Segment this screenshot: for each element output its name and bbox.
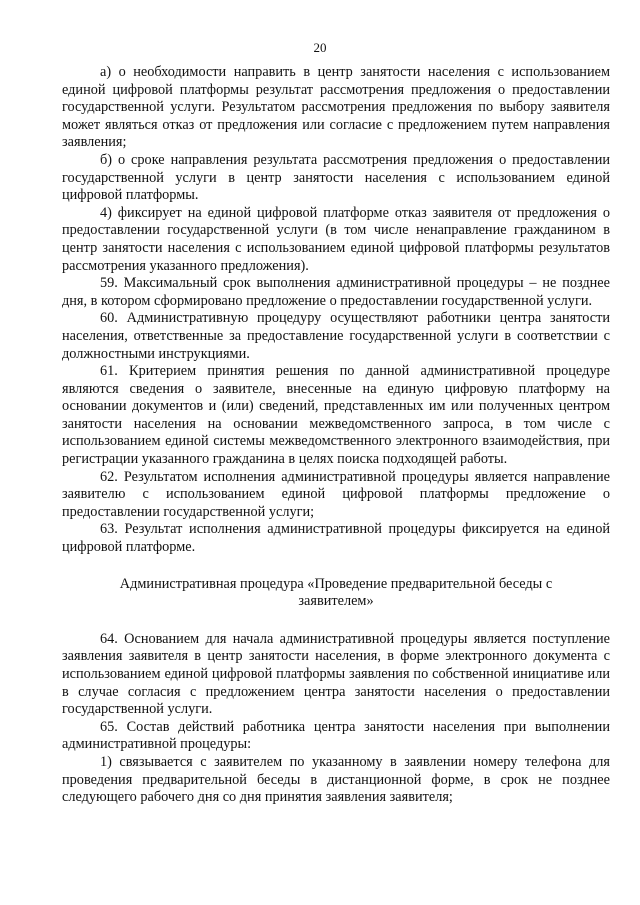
paragraph-65: 65. Состав действий работника центра занятости населения при выполнении административной процедуры: bbox=[62, 718, 610, 753]
paragraph-b-deadline: б) о сроке направления результата рассмотрения предложения о предоставлении государственной услуги в центр занятости населения с использованием единой цифровой платформы. bbox=[62, 151, 610, 204]
paragraph-61: 61. Критерием принятия решения по данной административной процедуре являются сведения о заявителе, внесенные на единую цифровую платформу на основании документов и (или) сведений, представленных им или полученных центром занятости населения на основании межведомственного запроса, в том числе с использованием единой системы межведомственного электронного взаимодействия, при регистрации указанного гражданина в целях поиска подходящей работы. bbox=[62, 363, 610, 468]
paragraph-62: 62. Результатом исполнения административной процедуры является направление заявителю с использованием единой цифровой платформы предложение о предоставлении государственной услуги; bbox=[62, 468, 610, 520]
page-number: 20 bbox=[313, 40, 327, 55]
paragraph-1-contact: 1) связывается с заявителем по указанному в заявлении номеру телефона для проведения предварительной беседы в дистанционной форме, в срок не позднее следующего рабочего дня со дня принятия заявления заявителя; bbox=[62, 753, 610, 806]
document-body bbox=[62, 64, 610, 807]
paragraph-59: 59. Максимальный срок выполнения административной процедуры – не позднее дня, в котором сформировано предложение о предоставлении государственной услуги. bbox=[62, 275, 610, 309]
paragraph-63: 63. Результат исполнения административной процедуры фиксируется на единой цифровой платформе. bbox=[62, 521, 610, 556]
paragraph-a-necessity: а) о необходимости направить в центр занятости населения с использованием единой цифровой платформы результат рассмотрения предложения о предоставлении государственной услуги. Результатом рассмотрения предложения по выбору заявителя может являться отказ от предложения или согласие с предложением путем направления заявления; bbox=[62, 64, 610, 151]
paragraph-4-refusal: 4) фиксирует на единой цифровой платформе отказ заявителя от предложения о предоставлении государственной услуги (в том числе ненаправление гражданином в центр занятости населения с использованием единой цифровой платформы результатов рассмотрения указанного предложения). bbox=[62, 204, 610, 274]
paragraph-60: 60. Административную процедуру осуществляют работники центра занятости населения, ответственные за предоставление государственной услуги в соответствии с должностными инструкциями. bbox=[62, 310, 610, 362]
paragraph-64: 64. Основанием для начала административной процедуры является поступление заявления заявителя в центр занятости населения, в форме электронного документа с использованием единой цифровой платформы заявления по собственной инициативе или в случае согласия с предложением центра занятости населения о предоставлении государственной услуги. bbox=[62, 630, 610, 718]
section-heading: Административная процедура «Проведение предварительной беседы с заявителем» bbox=[119, 575, 553, 610]
